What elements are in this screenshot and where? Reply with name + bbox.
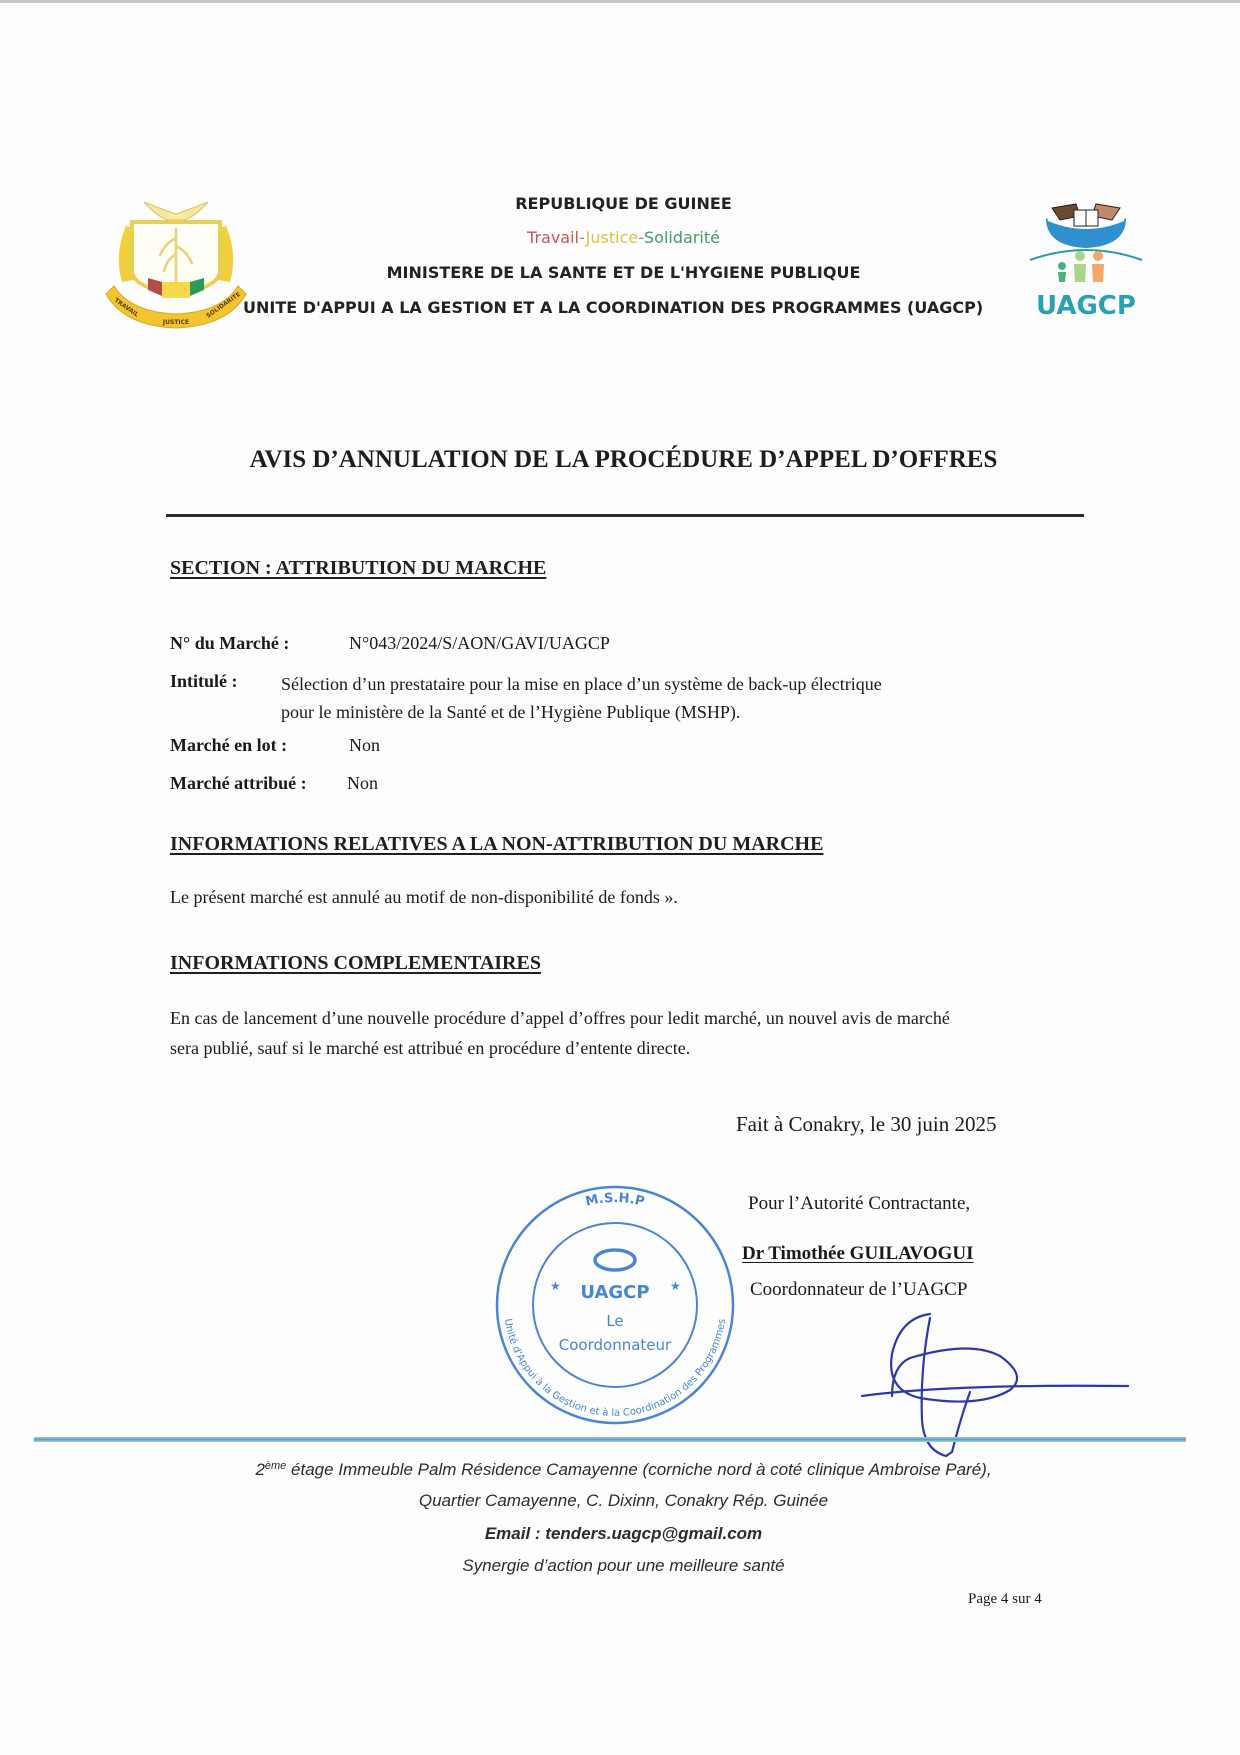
ministry-name: MINISTERE DE LA SANTE ET DE L'HYGIENE PUBLIQUE bbox=[386, 263, 861, 282]
for-authority-label: Pour l’Autorité Contractante, bbox=[748, 1193, 971, 1214]
signature-stroke bbox=[862, 1314, 1128, 1456]
footer-address-line-2: Quartier Camayenne, C. Dixinn, Conakry Rép. Guinée bbox=[418, 1491, 829, 1510]
guinea-coat-of-arms-icon bbox=[104, 198, 248, 330]
coat-ribbon-right: SOLIDARITE bbox=[205, 290, 243, 320]
address-rest: étage Immeuble Palm Résidence Camayenne (corniche nord à coté clinique Ambroise Paré), bbox=[286, 1460, 992, 1479]
title-divider bbox=[166, 514, 1084, 517]
footer-divider bbox=[34, 1437, 1186, 1442]
stamp-inner-ring bbox=[533, 1223, 697, 1387]
signatory-name: Dr Timothée GUILAVOGUI bbox=[742, 1243, 974, 1264]
logo-paper-left bbox=[1074, 210, 1086, 226]
official-stamp-icon bbox=[490, 1180, 740, 1430]
section-attribution-heading: SECTION : ATTRIBUTION DU MARCHE bbox=[170, 557, 547, 579]
motto-word-travail: Travail bbox=[527, 228, 579, 247]
section-complementary-heading: INFORMATIONS COMPLEMENTAIRES bbox=[170, 952, 541, 974]
stamp-mshp-text: M.S.H.P bbox=[584, 1190, 646, 1210]
logo-father-body bbox=[1092, 264, 1104, 282]
market-title-value bbox=[281, 670, 882, 726]
market-awarded-label: Marché attribué : bbox=[170, 773, 307, 793]
footer-address-line-1 bbox=[0, 1459, 1240, 1480]
logo-father-head bbox=[1093, 251, 1103, 261]
coat-band-yellow bbox=[162, 282, 190, 298]
address-ordinal: 2 bbox=[255, 1460, 265, 1479]
uagcp-logo-icon bbox=[1016, 196, 1156, 320]
unit-name: UNITE D'APPUI A LA GESTION ET A LA COORDINATION DES PROGRAMMES (UAGCP) bbox=[243, 298, 984, 317]
complementary-line-1: En cas de lancement d’une nouvelle procédure d’appel d’offres pour ledit marché, un nouvel avis de marché bbox=[170, 1008, 950, 1028]
motto-word-justice: Justice bbox=[585, 228, 639, 247]
footer-slogan: Synergie d’action pour une meilleure santé bbox=[462, 1556, 785, 1575]
market-awarded-value: Non bbox=[347, 773, 378, 793]
coat-ribbon-center: JUSTICE bbox=[162, 319, 190, 326]
complementary-text bbox=[170, 1003, 950, 1063]
logo-text: UAGCP bbox=[1036, 291, 1136, 320]
footer-email: Email : tenders.uagcp@gmail.com bbox=[484, 1524, 763, 1543]
section-non-attribution-heading: INFORMATIONS RELATIVES A LA NON-ATTRIBUTION DU MARCHE bbox=[170, 833, 824, 855]
non-attribution-text: Le présent marché est annulé au motif de non-disponibilité de fonds ». bbox=[170, 887, 678, 907]
complementary-line-2: sera publié, sauf si le marché est attribué en procédure d’entente directe. bbox=[170, 1038, 691, 1058]
logo-mother-head bbox=[1075, 251, 1085, 261]
motto-word-solidarite: Solidarité bbox=[644, 228, 720, 247]
country-name: REPUBLIQUE DE GUINEE bbox=[515, 194, 732, 213]
logo-child-head bbox=[1058, 262, 1066, 270]
document-title: AVIS D’ANNULATION DE LA PROCÉDURE D’APPEL D’OFFRES bbox=[249, 446, 998, 473]
page-top-edge bbox=[0, 0, 1240, 3]
stamp-logo-text: UAGCP bbox=[580, 1282, 650, 1303]
page-number: Page 4 sur 4 bbox=[968, 1591, 1042, 1607]
signatory-role: Coordonnateur de l’UAGCP bbox=[750, 1279, 968, 1300]
logo-mother-body bbox=[1074, 264, 1086, 282]
national-motto bbox=[300, 228, 947, 248]
market-lot-value: Non bbox=[349, 735, 380, 755]
coat-dove bbox=[144, 202, 208, 220]
market-title-label: Intitulé : bbox=[170, 671, 238, 691]
market-title-line-2: pour le ministère de la Santé et de l’Hygiène Publique (MSHP). bbox=[281, 702, 741, 722]
place-and-date: Fait à Conakry, le 30 juin 2025 bbox=[736, 1112, 997, 1136]
market-number-value: N°043/2024/S/AON/GAVI/UAGCP bbox=[349, 633, 610, 653]
logo-arc bbox=[1030, 250, 1142, 260]
stamp-star-icon-right: ★ bbox=[670, 1279, 681, 1293]
market-title-line-1: Sélection d’un prestataire pour la mise en place d’un système de back-up électrique bbox=[281, 674, 882, 694]
logo-paper-right bbox=[1086, 210, 1098, 226]
motto-separator-2: - bbox=[638, 228, 645, 247]
stamp-star-icon-left: ★ bbox=[550, 1279, 561, 1293]
stamp-coordonnateur-text: Coordonnateur bbox=[558, 1336, 672, 1354]
logo-child-body bbox=[1058, 272, 1066, 282]
market-lot-label: Marché en lot : bbox=[170, 735, 288, 755]
market-number-label: N° du Marché : bbox=[170, 633, 290, 653]
address-ordinal-suffix: ème bbox=[264, 1460, 287, 1472]
stamp-le-text: Le bbox=[606, 1312, 624, 1330]
stamp-logo-bowl bbox=[595, 1250, 635, 1270]
coat-ribbon-left: TRAVAIL bbox=[112, 296, 140, 319]
motto-separator-1: - bbox=[579, 228, 586, 247]
stamp-outer-text: Unité d'Appui à la Gestion et à la Coordination des Programmes bbox=[501, 1317, 729, 1420]
